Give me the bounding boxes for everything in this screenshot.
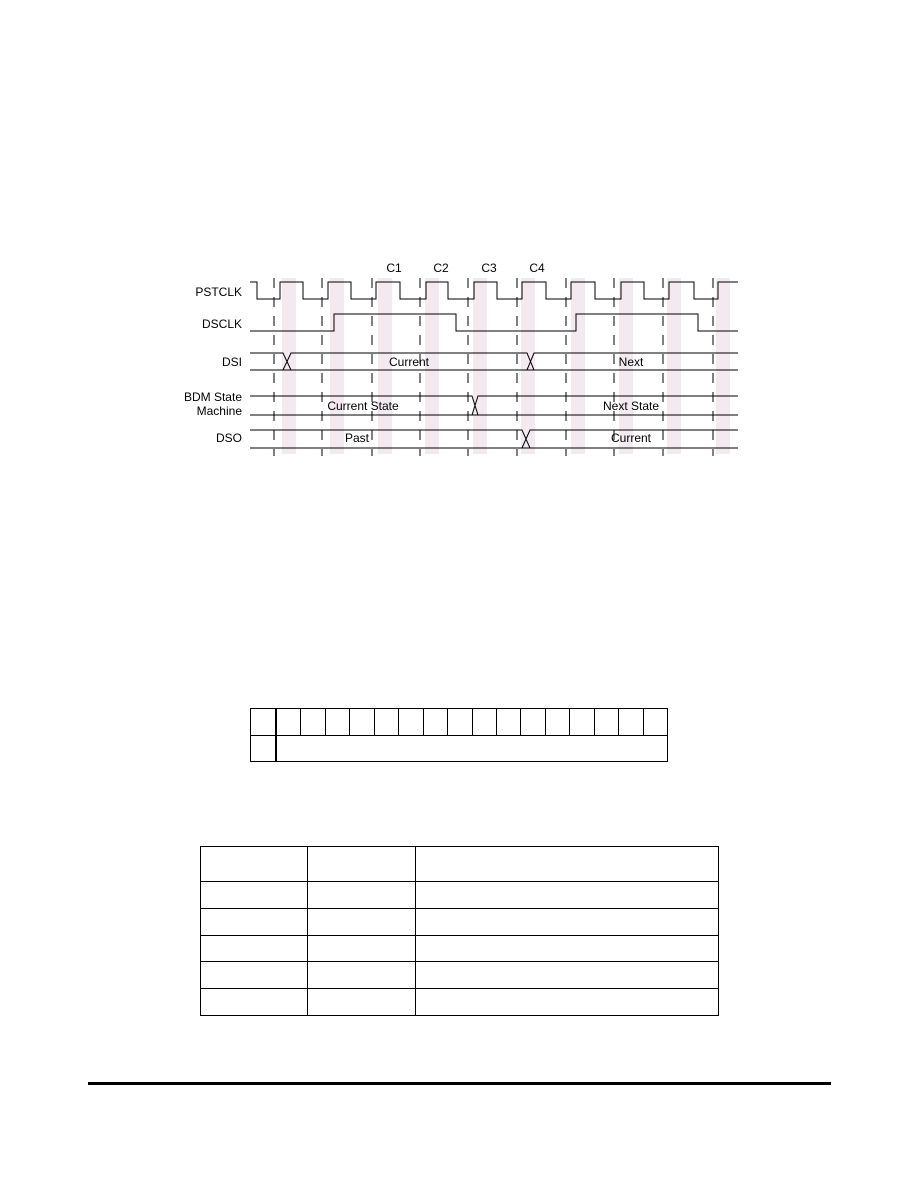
background-stripe (571, 278, 585, 454)
bit-number-row (251, 709, 667, 735)
background-stripe (473, 278, 487, 454)
background-stripe (330, 278, 344, 454)
bit-cell (251, 709, 276, 735)
field-cell (276, 736, 667, 762)
bit-cell (618, 709, 642, 735)
bdm-next-state-text: Next State (602, 399, 660, 413)
table-cell (308, 908, 416, 935)
dso-waveform (250, 430, 738, 448)
bit-cell (594, 709, 618, 735)
signal-labels (184, 285, 242, 445)
table-cell (201, 847, 308, 882)
bit-cell (398, 709, 422, 735)
description-table (200, 846, 719, 1016)
bdm-state-waveform (250, 396, 738, 415)
bit-cell (276, 709, 300, 735)
bit-cell (569, 709, 593, 735)
signal-label-bdm-state-line2: Machine (196, 404, 242, 418)
dsclk-waveform (250, 314, 738, 331)
signal-label-bdm-state-line1: BDM State (183, 390, 242, 404)
pstclk-waveform (250, 282, 738, 299)
signal-label-dso: DSO (215, 431, 242, 445)
dso-past-text: Past (344, 431, 370, 445)
signal-label-dsclk: DSCLK (201, 317, 242, 331)
table-cell (416, 989, 719, 1016)
cycle-labels (386, 261, 545, 275)
signal-label-pstclk: PSTCLK (195, 285, 242, 299)
background-stripe (667, 278, 681, 454)
background-stripe (716, 278, 730, 454)
table-cell (201, 882, 308, 909)
table-cell (201, 962, 308, 989)
waveforms (250, 282, 738, 448)
footer-rule (88, 1082, 831, 1085)
table-row (201, 989, 719, 1016)
bit-cell (472, 709, 496, 735)
table-cell (308, 882, 416, 909)
table-cell (201, 935, 308, 962)
bit-cell (545, 709, 569, 735)
bit-cell (325, 709, 349, 735)
signal-label-dsi: DSI (221, 355, 242, 369)
dsi-current-text: Current (388, 355, 430, 369)
dsi-next-text: Next (618, 355, 644, 369)
table-row (201, 962, 719, 989)
table-cell (308, 962, 416, 989)
field-cell (251, 736, 276, 762)
bdm-current-state-text: Current State (327, 399, 399, 413)
table-header-row (201, 847, 719, 882)
dso-current-text: Current (610, 431, 652, 445)
table-cell (416, 908, 719, 935)
cycle-label-c4: C4 (529, 261, 545, 275)
cycle-label-c3: C3 (481, 261, 497, 275)
bit-cell (374, 709, 398, 735)
bit-cell (300, 709, 324, 735)
table-cell (201, 989, 308, 1016)
table-cell (308, 935, 416, 962)
table-cell (308, 989, 416, 1016)
table-cell (416, 935, 719, 962)
bit-cell (423, 709, 447, 735)
table-cell (308, 847, 416, 882)
bit-cell (447, 709, 471, 735)
table-row (201, 908, 719, 935)
bit-cell (496, 709, 520, 735)
cycle-label-c1: C1 (386, 261, 402, 275)
bit-field-row (251, 735, 667, 762)
cycle-label-c2: C2 (433, 261, 449, 275)
bit-cell (349, 709, 373, 735)
dsi-waveform (250, 353, 738, 370)
background-stripe (521, 278, 535, 454)
table-row (201, 935, 719, 962)
table-row (201, 882, 719, 909)
table-cell (416, 847, 719, 882)
table-cell (416, 962, 719, 989)
table-cell (201, 908, 308, 935)
bit-cell (520, 709, 544, 735)
table-cell (416, 882, 719, 909)
timing-diagram (0, 0, 918, 470)
waveform-texts (327, 355, 659, 445)
bit-cell (643, 709, 667, 735)
register-bit-grid (250, 708, 668, 762)
